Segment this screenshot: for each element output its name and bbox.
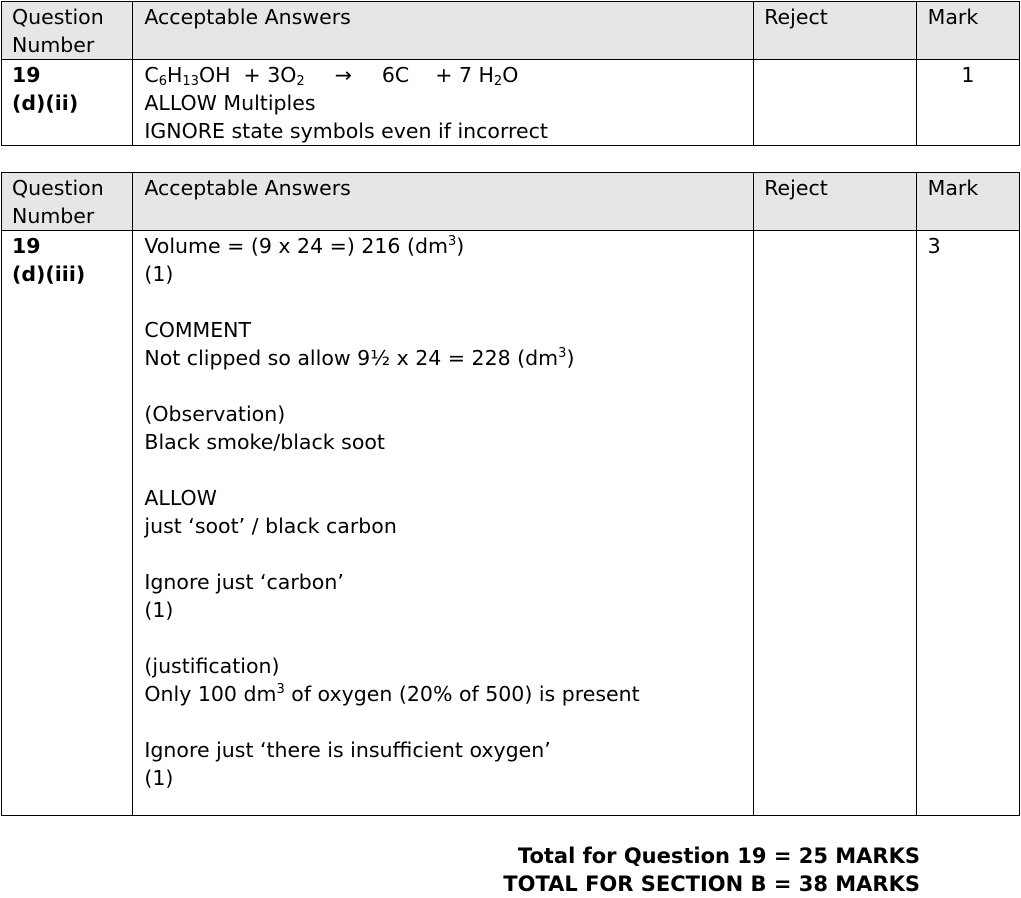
acceptable-answers: $C_6H_{13}OH + 3O_2 \to 6C + 7$ $H_2O$ ALLOW Multiples IGNORE state symbols even if incorrect — [133, 60, 754, 146]
header-question-number: Question Number — [2, 2, 133, 60]
totals — [503, 842, 920, 898]
header-question-number: Question Number — [2, 173, 133, 231]
acceptable-answers: Volume = (9 x 24 =) 216 $(dm^3)$ (1) COMMENT Not clipped so allow 9½ x 24 = 228 $(dm^3)$ (Observation) Black smoke/black soot ALLOW just ‘soot’ / black carbon Ignore just ‘carbon’ (1) (justification) Only 100 $dm^3$ of oxygen (20% of 500) is present Ignore just ‘there is insufficient oxygen’ (1) — [133, 231, 754, 816]
arrow-icon: → — [334, 63, 352, 87]
reject-cell — [754, 60, 916, 146]
question-number: 19 (d)(ii) — [2, 60, 133, 146]
justification-line: Only 100 $dm^3$ of oxygen (20% of 500) is present — [144, 682, 640, 706]
header-acceptable-answers: Acceptable Answers — [133, 173, 754, 231]
header-mark: Mark — [916, 173, 1019, 231]
header-mark: Mark — [916, 2, 1019, 60]
question-number: 19 (d)(iii) — [2, 231, 133, 816]
mark-scheme-table-19-d-iii — [1, 172, 1020, 816]
total-section: TOTAL FOR SECTION B = 38 MARKS — [503, 872, 920, 896]
header-row — [2, 2, 1020, 60]
header-reject: Reject — [754, 2, 916, 60]
mark-cell: 1 — [916, 60, 1019, 146]
volume-line: Volume = (9 x 24 =) 216 $(dm^3)$ — [144, 234, 465, 258]
equation: $C_6H_{13}OH + 3O_2 \to 6C + 7$ $H_2O$ — [144, 63, 519, 89]
total-question: Total for Question 19 = 25 MARKS — [517, 844, 920, 868]
header-reject: Reject — [754, 173, 916, 231]
mark-cell: 3 — [916, 231, 1019, 816]
answer-row — [2, 231, 1020, 816]
header-acceptable-answers: Acceptable Answers — [133, 2, 754, 60]
header-row — [2, 173, 1020, 231]
answer-row — [2, 60, 1020, 146]
comment-line: Not clipped so allow 9½ x 24 = 228 $(dm^3)$ — [144, 346, 575, 370]
reject-cell — [754, 231, 916, 816]
mark-scheme-table-19-d-ii — [1, 1, 1020, 146]
